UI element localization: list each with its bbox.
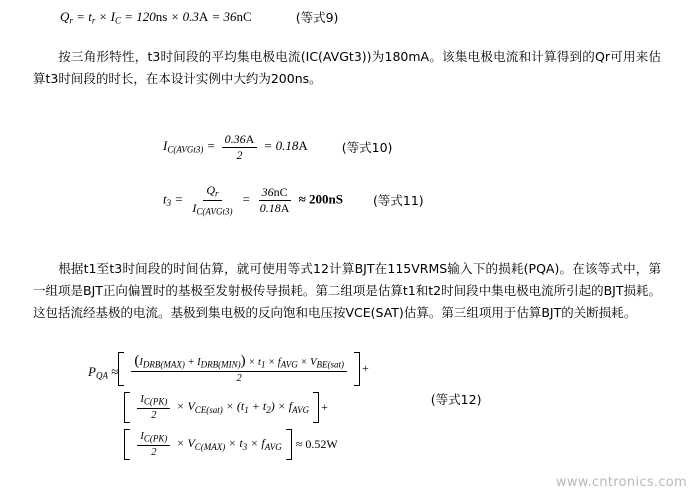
paragraph-1-text: 按三角形特性，t3时间段的平均集电极电流(IC(AVGt3))为180mA。该集电极电流和计算得到的Qr可用来估算t3时间段的时长，在本设计实例中大约为200ns。	[33, 49, 661, 86]
equation-11-body: $t_3$ = $\frac{Q_r}{I_{C(AVGt3)}}$ = $\frac{36nC}{0.18A}$ ≈ 200nS	[163, 183, 344, 217]
equation-12-lhs: $P_{QA}$ ≈	[88, 364, 119, 381]
equation-10	[163, 133, 392, 161]
equation-9-body: $Q_r = t_r \times I_C = 120ns \times 0.3A = 36nC$	[60, 8, 252, 26]
paragraph-2	[33, 258, 661, 324]
equation-9	[60, 8, 338, 26]
equation-11-tag: (等式11)	[373, 193, 424, 209]
equation-12-rows	[118, 352, 368, 460]
paragraph-1	[33, 46, 661, 90]
equation-9-tag: (等式9)	[295, 10, 339, 25]
watermark: www.cntronics.com	[555, 475, 687, 490]
equation-12-line-2: $\frac{IC(PK)}{2}$ × $V_{CE(sat)} \times (t_1 + t_2) \times f_{AVG}$ +	[124, 392, 368, 423]
equation-12	[88, 352, 481, 460]
equation-10-tag: (等式10)	[341, 140, 393, 156]
equation-11	[163, 184, 424, 217]
equation-12-line-3: $\frac{IC(PK)}{2}$ × $V_{C(MAX)} \times t_3 \times f_{AVG}$ ≈ 0.52W	[124, 429, 368, 460]
equation-12-tag: (等式12)	[430, 392, 482, 407]
equation-12-line-1: $\frac{\text{(IDRB(MAX) + IDRB(MIN)) × t1 × fAVG × VBE(sat)}}{2}$ +	[118, 352, 368, 386]
paragraph-2-text: 根据t1至t3时间段的时间估算，就可使用等式12计算BJT在115VRMS输入下的损耗(PQA)。在该等式中，第一组项是BJT正向偏置时的基极至发射极传导损耗。第二组项是估算t1和t2时间段中集电极电流所引起的BJT损耗。这包括流经基极的电流。基极到集电极的反向饱和电压按VCE(SAT)估算。第三组项用于估算BJT的关断损耗。	[33, 261, 662, 320]
equation-10-body: $I_{C(AVGt3)}$ = $\frac{0.36A}{2}$ = 0.18A	[163, 132, 308, 162]
